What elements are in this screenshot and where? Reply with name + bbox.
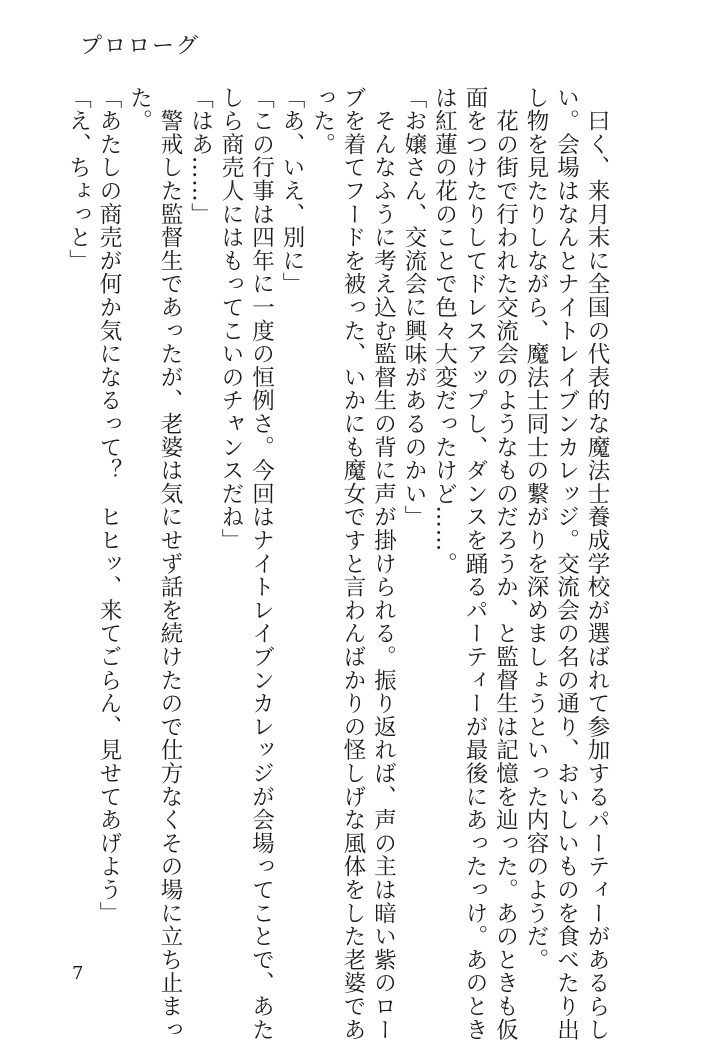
text-line: ブを着てフードを被った、いかにも魔女ですと言わんばかりの怪しげな風体をした老婆であ <box>340 86 366 1041</box>
text-line: しら商売人にはもってこいのチャンスだね」 <box>218 86 244 552</box>
text-line: た。 <box>126 86 153 133</box>
text-line: った。 <box>309 86 336 156</box>
text-line: し物を見たりしながら、魔法士同士の繋がりを深めましょうといった内容のようだ。 <box>523 86 549 972</box>
text-line: 面をつけたりしてドレスアップし、ダンスを踊るパーティーが最後にあったっけ。あのとき <box>462 86 488 1041</box>
text-line: 「え、ちょっと」 <box>65 86 92 273</box>
page-title: プロローグ <box>80 34 201 59</box>
text-line: 「お嬢さん、交流会に興味があるのかい」 <box>401 86 427 529</box>
text-line: 曰く、来月末に全国の代表的な魔法士養成学校が選ばれて参加するパーティーがあるらし <box>584 86 610 1041</box>
text-line: 「はあ……」 <box>187 86 214 226</box>
text-line: は紅蓮の花のことで色々大変だったけど……。 <box>431 86 458 576</box>
text-line: 「あ、いえ、別に」 <box>279 86 305 296</box>
text-line: そんなふうに考え込む監督生の背に声が掛けられる。振り返れば、声の主は暗い紫のロー <box>370 86 397 1041</box>
text-line: 「この行事は四年に一度の恒例さ。今回はナイトレイブンカレッジが会場ってことで、あた <box>248 86 275 1041</box>
text-line: 警戒した監督生であったが、老婆は気にせず話を続けたので仕方なくその場に立ち止まっ <box>157 86 183 1041</box>
body-text <box>65 86 612 1041</box>
text-line: 「あたしの商売が何か気になるって？ ヒヒッ、来てごらん、見せてあげよう」 <box>96 86 122 925</box>
page-number: 7 <box>72 963 84 984</box>
text-line: い。会場はなんとナイトレイブンカレッジ。交流会の名の通り、おいしいものを食べたり出 <box>553 86 580 1041</box>
text-line: 花の街で行われた交流会のようなものだろうか、と監督生は記憶を辿った。あのときも仮 <box>492 86 519 1041</box>
